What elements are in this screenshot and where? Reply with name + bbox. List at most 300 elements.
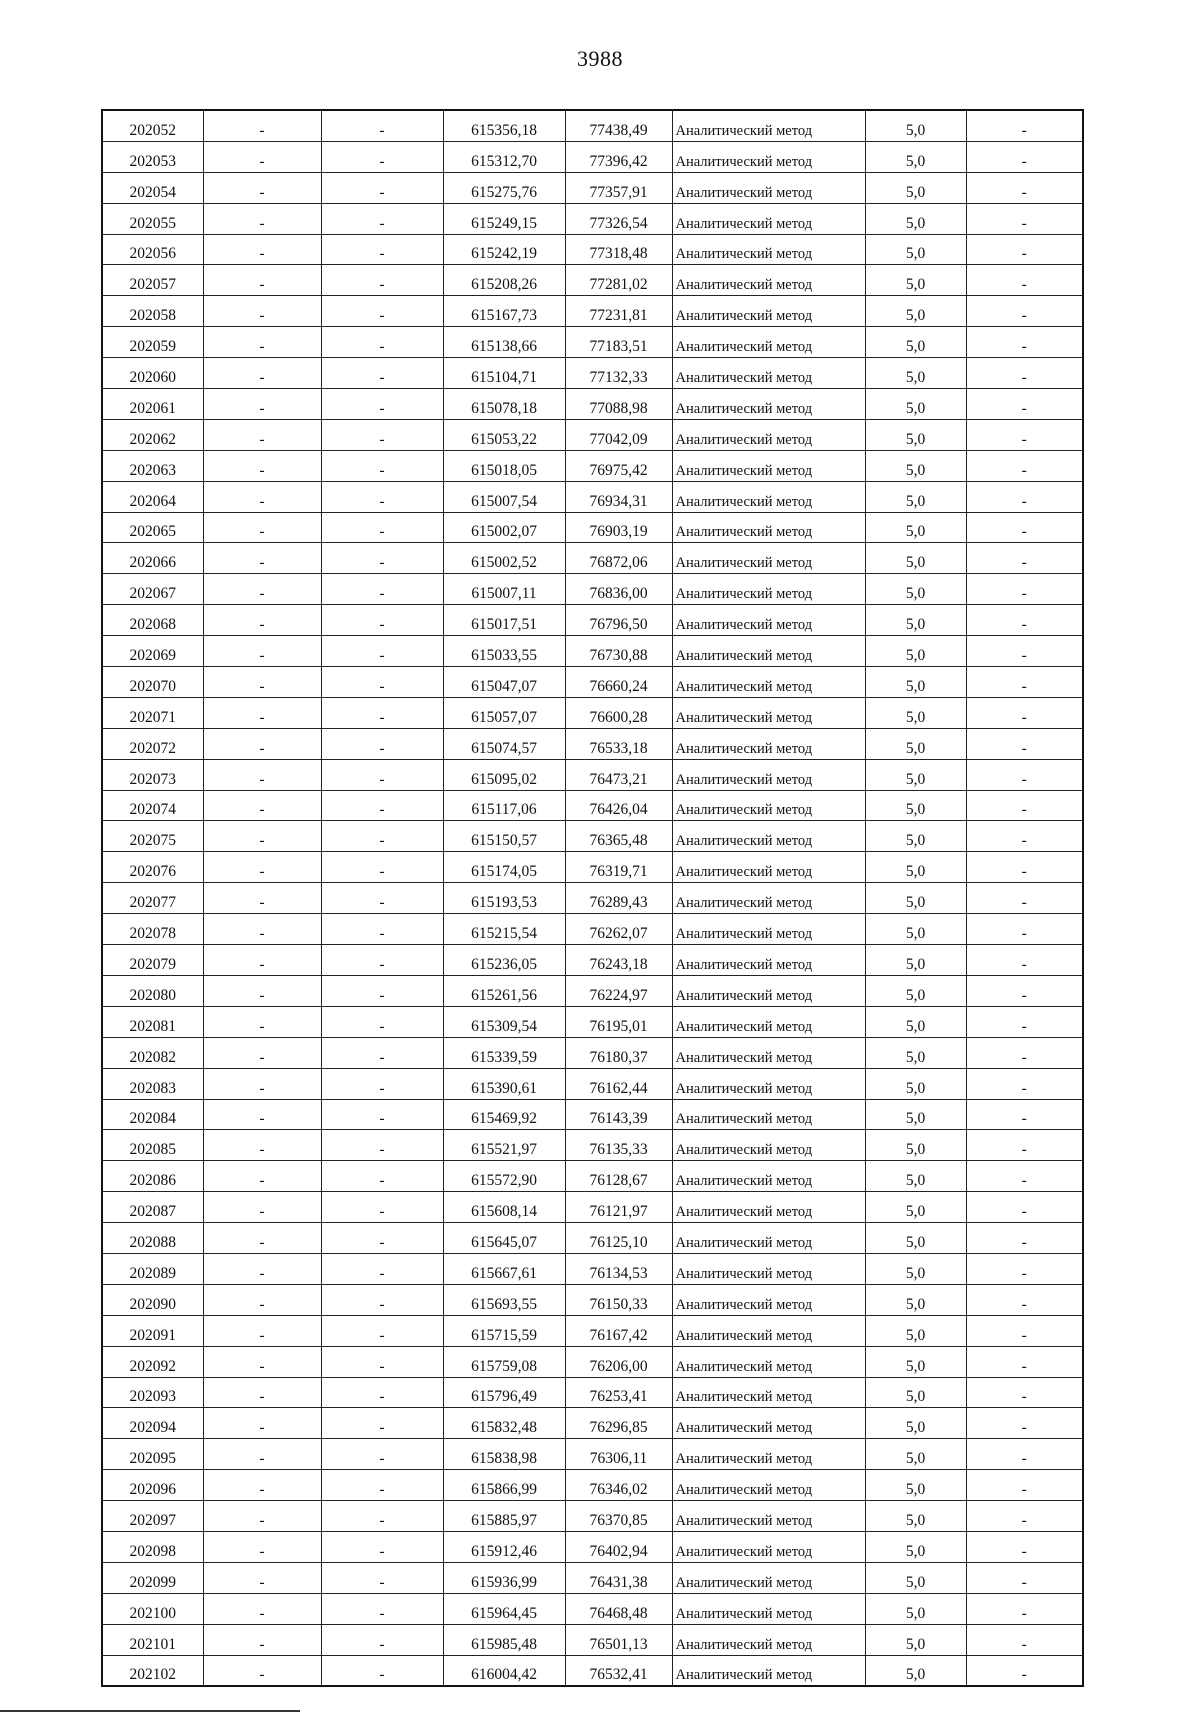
table-row (102, 481, 1083, 512)
cell-coord-old-y: - (321, 945, 443, 976)
cell-point-id: 202096 (102, 1470, 203, 1501)
cell-coord-y: 76128,67 (565, 1161, 672, 1192)
cell-coord-x: 615964,45 (443, 1593, 565, 1624)
cell-description: - (966, 265, 1083, 296)
cell-coord-y: 77396,42 (565, 141, 672, 172)
cell-point-id: 202077 (102, 883, 203, 914)
cell-coord-old-y: - (321, 172, 443, 203)
cell-coord-old-y: - (321, 110, 443, 141)
cell-coord-x: 615017,51 (443, 605, 565, 636)
table-row (102, 667, 1083, 698)
cell-point-id: 202071 (102, 697, 203, 728)
cell-coord-old-x: - (203, 790, 321, 821)
table-row (102, 296, 1083, 327)
cell-method: Аналитический метод (672, 914, 865, 945)
cell-description: - (966, 358, 1083, 389)
cell-point-id: 202078 (102, 914, 203, 945)
table-row (102, 914, 1083, 945)
cell-coord-x: 615138,66 (443, 327, 565, 358)
cell-description: - (966, 172, 1083, 203)
table-row (102, 1037, 1083, 1068)
cell-coord-y: 76872,06 (565, 543, 672, 574)
cell-description: - (966, 1315, 1083, 1346)
cell-accuracy: 5,0 (865, 1377, 966, 1408)
cell-coord-old-y: - (321, 1161, 443, 1192)
table-row (102, 1562, 1083, 1593)
cell-method: Аналитический метод (672, 852, 865, 883)
cell-coord-old-x: - (203, 327, 321, 358)
cell-description: - (966, 1006, 1083, 1037)
cell-coord-y: 76501,13 (565, 1624, 672, 1655)
cell-accuracy: 5,0 (865, 481, 966, 512)
table-body (102, 110, 1083, 1686)
table-row (102, 1501, 1083, 1532)
cell-point-id: 202083 (102, 1068, 203, 1099)
cell-coord-x: 615885,97 (443, 1501, 565, 1532)
cell-description: - (966, 419, 1083, 450)
table-row (102, 605, 1083, 636)
cell-description: - (966, 1161, 1083, 1192)
table-row (102, 389, 1083, 420)
cell-coord-x: 615007,54 (443, 481, 565, 512)
cell-coord-old-y: - (321, 358, 443, 389)
cell-accuracy: 5,0 (865, 1130, 966, 1161)
cell-coord-y: 76730,88 (565, 636, 672, 667)
cell-point-id: 202058 (102, 296, 203, 327)
table-row (102, 1315, 1083, 1346)
cell-description: - (966, 481, 1083, 512)
cell-coord-old-x: - (203, 234, 321, 265)
cell-coord-old-y: - (321, 1470, 443, 1501)
cell-point-id: 202057 (102, 265, 203, 296)
cell-point-id: 202068 (102, 605, 203, 636)
cell-point-id: 202089 (102, 1253, 203, 1284)
cell-coord-y: 76796,50 (565, 605, 672, 636)
cell-method: Аналитический метод (672, 728, 865, 759)
cell-coord-old-y: - (321, 697, 443, 728)
cell-coord-x: 615018,05 (443, 450, 565, 481)
cell-accuracy: 5,0 (865, 1439, 966, 1470)
cell-coord-old-x: - (203, 728, 321, 759)
cell-point-id: 202063 (102, 450, 203, 481)
cell-description: - (966, 914, 1083, 945)
table-row (102, 327, 1083, 358)
cell-point-id: 202076 (102, 852, 203, 883)
cell-accuracy: 5,0 (865, 914, 966, 945)
cell-accuracy: 5,0 (865, 419, 966, 450)
cell-coord-y: 77183,51 (565, 327, 672, 358)
cell-description: - (966, 1593, 1083, 1624)
cell-coord-old-x: - (203, 450, 321, 481)
cell-method: Аналитический метод (672, 1377, 865, 1408)
cell-coord-old-x: - (203, 1439, 321, 1470)
table-row (102, 512, 1083, 543)
cell-coord-old-y: - (321, 1223, 443, 1254)
cell-coord-old-x: - (203, 141, 321, 172)
table-row (102, 141, 1083, 172)
cell-description: - (966, 728, 1083, 759)
page-number: 3988 (577, 46, 623, 71)
cell-coord-old-x: - (203, 1408, 321, 1439)
cell-method: Аналитический метод (672, 975, 865, 1006)
cell-description: - (966, 1130, 1083, 1161)
cell-coord-y: 77231,81 (565, 296, 672, 327)
cell-point-id: 202059 (102, 327, 203, 358)
cell-coord-old-y: - (321, 1439, 443, 1470)
cell-point-id: 202067 (102, 574, 203, 605)
coordinates-table-container (101, 109, 1082, 1687)
cell-description: - (966, 543, 1083, 574)
cell-description: - (966, 296, 1083, 327)
cell-coord-old-y: - (321, 203, 443, 234)
cell-method: Аналитический метод (672, 759, 865, 790)
table-row (102, 1161, 1083, 1192)
cell-coord-old-x: - (203, 1470, 321, 1501)
cell-point-id: 202082 (102, 1037, 203, 1068)
cell-coord-old-y: - (321, 605, 443, 636)
cell-method: Аналитический метод (672, 636, 865, 667)
cell-coord-x: 615390,61 (443, 1068, 565, 1099)
cell-coord-old-x: - (203, 636, 321, 667)
table-row (102, 1284, 1083, 1315)
cell-coord-x: 615912,46 (443, 1531, 565, 1562)
cell-coord-x: 615339,59 (443, 1037, 565, 1068)
cell-coord-x: 615057,07 (443, 697, 565, 728)
cell-coord-x: 615936,99 (443, 1562, 565, 1593)
cell-coord-x: 615167,73 (443, 296, 565, 327)
cell-accuracy: 5,0 (865, 1223, 966, 1254)
cell-coord-old-x: - (203, 1501, 321, 1532)
cell-coord-old-x: - (203, 389, 321, 420)
table-row (102, 234, 1083, 265)
cell-description: - (966, 234, 1083, 265)
cell-coord-old-x: - (203, 296, 321, 327)
cell-coord-old-y: - (321, 1377, 443, 1408)
cell-coord-old-x: - (203, 203, 321, 234)
cell-description: - (966, 1223, 1083, 1254)
cell-coord-y: 76224,97 (565, 975, 672, 1006)
cell-description: - (966, 1562, 1083, 1593)
cell-coord-old-y: - (321, 1408, 443, 1439)
cell-description: - (966, 512, 1083, 543)
cell-accuracy: 5,0 (865, 1470, 966, 1501)
cell-method: Аналитический метод (672, 1192, 865, 1223)
cell-description: - (966, 574, 1083, 605)
cell-coord-y: 76934,31 (565, 481, 672, 512)
cell-accuracy: 5,0 (865, 852, 966, 883)
cell-method: Аналитический метод (672, 1099, 865, 1130)
cell-coord-x: 615572,90 (443, 1161, 565, 1192)
cell-accuracy: 5,0 (865, 574, 966, 605)
cell-coord-old-x: - (203, 1624, 321, 1655)
cell-coord-old-x: - (203, 975, 321, 1006)
cell-accuracy: 5,0 (865, 1099, 966, 1130)
cell-coord-y: 76253,41 (565, 1377, 672, 1408)
cell-accuracy: 5,0 (865, 141, 966, 172)
table-row (102, 172, 1083, 203)
table-row (102, 419, 1083, 450)
cell-coord-old-y: - (321, 141, 443, 172)
cell-coord-old-y: - (321, 883, 443, 914)
cell-coord-old-y: - (321, 852, 443, 883)
cell-coord-y: 76262,07 (565, 914, 672, 945)
cell-coord-y: 76206,00 (565, 1346, 672, 1377)
cell-coord-old-y: - (321, 450, 443, 481)
cell-method: Аналитический метод (672, 1315, 865, 1346)
cell-method: Аналитический метод (672, 821, 865, 852)
cell-coord-old-x: - (203, 914, 321, 945)
cell-coord-y: 76121,97 (565, 1192, 672, 1223)
cell-coord-old-y: - (321, 1192, 443, 1223)
cell-coord-old-y: - (321, 1253, 443, 1284)
cell-description: - (966, 697, 1083, 728)
cell-coord-old-y: - (321, 512, 443, 543)
cell-coord-old-y: - (321, 914, 443, 945)
cell-method: Аналитический метод (672, 1284, 865, 1315)
table-row (102, 697, 1083, 728)
cell-description: - (966, 203, 1083, 234)
cell-method: Аналитический метод (672, 1006, 865, 1037)
cell-method: Аналитический метод (672, 1470, 865, 1501)
cell-description: - (966, 1099, 1083, 1130)
cell-point-id: 202061 (102, 389, 203, 420)
table-row (102, 852, 1083, 883)
cell-coord-old-x: - (203, 1192, 321, 1223)
cell-coord-y: 76319,71 (565, 852, 672, 883)
cell-coord-y: 76296,85 (565, 1408, 672, 1439)
cell-accuracy: 5,0 (865, 1068, 966, 1099)
cell-coord-y: 77326,54 (565, 203, 672, 234)
cell-point-id: 202100 (102, 1593, 203, 1624)
table-row (102, 1377, 1083, 1408)
cell-description: - (966, 1655, 1083, 1686)
cell-accuracy: 5,0 (865, 975, 966, 1006)
cell-coord-x: 615074,57 (443, 728, 565, 759)
cell-coord-old-x: - (203, 172, 321, 203)
cell-coord-old-y: - (321, 1068, 443, 1099)
cell-coord-y: 76289,43 (565, 883, 672, 914)
cell-coord-x: 615047,07 (443, 667, 565, 698)
cell-accuracy: 5,0 (865, 1253, 966, 1284)
cell-coord-old-x: - (203, 574, 321, 605)
table-row (102, 450, 1083, 481)
cell-point-id: 202093 (102, 1377, 203, 1408)
cell-method: Аналитический метод (672, 172, 865, 203)
cell-coord-old-y: - (321, 1284, 443, 1315)
cell-coord-old-y: - (321, 759, 443, 790)
cell-description: - (966, 790, 1083, 821)
cell-coord-old-x: - (203, 605, 321, 636)
cell-point-id: 202098 (102, 1531, 203, 1562)
cell-coord-y: 77132,33 (565, 358, 672, 389)
cell-coord-y: 76125,10 (565, 1223, 672, 1254)
cell-point-id: 202102 (102, 1655, 203, 1686)
cell-accuracy: 5,0 (865, 389, 966, 420)
cell-coord-x: 615356,18 (443, 110, 565, 141)
table-row (102, 265, 1083, 296)
cell-coord-old-x: - (203, 543, 321, 574)
cell-coord-old-y: - (321, 296, 443, 327)
cell-description: - (966, 1531, 1083, 1562)
cell-accuracy: 5,0 (865, 759, 966, 790)
cell-accuracy: 5,0 (865, 512, 966, 543)
cell-accuracy: 5,0 (865, 296, 966, 327)
table-row (102, 1130, 1083, 1161)
cell-method: Аналитический метод (672, 543, 865, 574)
cell-accuracy: 5,0 (865, 1161, 966, 1192)
cell-coord-y: 76365,48 (565, 821, 672, 852)
cell-method: Аналитический метод (672, 667, 865, 698)
cell-description: - (966, 1624, 1083, 1655)
cell-coord-y: 76370,85 (565, 1501, 672, 1532)
cell-point-id: 202088 (102, 1223, 203, 1254)
cell-accuracy: 5,0 (865, 327, 966, 358)
cell-coord-x: 615117,06 (443, 790, 565, 821)
cell-point-id: 202097 (102, 1501, 203, 1532)
cell-accuracy: 5,0 (865, 1593, 966, 1624)
cell-method: Аналитический метод (672, 203, 865, 234)
cell-coord-y: 77357,91 (565, 172, 672, 203)
table-row (102, 821, 1083, 852)
cell-coord-old-x: - (203, 1037, 321, 1068)
cell-method: Аналитический метод (672, 697, 865, 728)
cell-method: Аналитический метод (672, 883, 865, 914)
table-row (102, 1192, 1083, 1223)
table-row (102, 790, 1083, 821)
cell-coord-old-x: - (203, 110, 321, 141)
page-bottom-rule (0, 1710, 300, 1712)
cell-coord-old-y: - (321, 1655, 443, 1686)
cell-point-id: 202074 (102, 790, 203, 821)
cell-point-id: 202101 (102, 1624, 203, 1655)
cell-description: - (966, 852, 1083, 883)
cell-coord-x: 615193,53 (443, 883, 565, 914)
cell-accuracy: 5,0 (865, 265, 966, 296)
cell-accuracy: 5,0 (865, 883, 966, 914)
cell-point-id: 202052 (102, 110, 203, 141)
cell-coord-old-y: - (321, 543, 443, 574)
cell-coord-old-y: - (321, 667, 443, 698)
cell-method: Аналитический метод (672, 450, 865, 481)
cell-coord-x: 615469,92 (443, 1099, 565, 1130)
table-row (102, 1099, 1083, 1130)
cell-coord-y: 76532,41 (565, 1655, 672, 1686)
table-row (102, 975, 1083, 1006)
cell-method: Аналитический метод (672, 1501, 865, 1532)
cell-method: Аналитический метод (672, 1068, 865, 1099)
cell-method: Аналитический метод (672, 327, 865, 358)
table-row (102, 883, 1083, 914)
cell-point-id: 202065 (102, 512, 203, 543)
cell-method: Аналитический метод (672, 512, 865, 543)
cell-coord-y: 76167,42 (565, 1315, 672, 1346)
cell-coord-x: 615832,48 (443, 1408, 565, 1439)
cell-description: - (966, 945, 1083, 976)
cell-coord-y: 77088,98 (565, 389, 672, 420)
cell-point-id: 202064 (102, 481, 203, 512)
table-row (102, 1346, 1083, 1377)
table-row (102, 1408, 1083, 1439)
cell-coord-x: 615236,05 (443, 945, 565, 976)
cell-description: - (966, 1068, 1083, 1099)
table-row (102, 1068, 1083, 1099)
cell-coord-old-y: - (321, 1531, 443, 1562)
cell-coord-x: 615242,19 (443, 234, 565, 265)
cell-method: Аналитический метод (672, 1130, 865, 1161)
cell-coord-y: 76402,94 (565, 1531, 672, 1562)
cell-description: - (966, 1439, 1083, 1470)
cell-point-id: 202072 (102, 728, 203, 759)
cell-coord-old-y: - (321, 481, 443, 512)
cell-coord-x: 615309,54 (443, 1006, 565, 1037)
table-row (102, 1531, 1083, 1562)
cell-coord-y: 76134,53 (565, 1253, 672, 1284)
cell-coord-x: 615215,54 (443, 914, 565, 945)
cell-coord-y: 76533,18 (565, 728, 672, 759)
cell-accuracy: 5,0 (865, 728, 966, 759)
cell-point-id: 202079 (102, 945, 203, 976)
cell-description: - (966, 1284, 1083, 1315)
cell-coord-y: 76473,21 (565, 759, 672, 790)
cell-description: - (966, 450, 1083, 481)
cell-method: Аналитический метод (672, 790, 865, 821)
cell-coord-x: 615078,18 (443, 389, 565, 420)
cell-coord-y: 76143,39 (565, 1099, 672, 1130)
cell-coord-x: 615838,98 (443, 1439, 565, 1470)
cell-coord-old-x: - (203, 1161, 321, 1192)
cell-accuracy: 5,0 (865, 543, 966, 574)
cell-coord-x: 615053,22 (443, 419, 565, 450)
cell-coord-old-x: - (203, 1562, 321, 1593)
cell-accuracy: 5,0 (865, 1192, 966, 1223)
cell-coord-old-x: - (203, 883, 321, 914)
cell-point-id: 202055 (102, 203, 203, 234)
cell-accuracy: 5,0 (865, 1624, 966, 1655)
cell-accuracy: 5,0 (865, 1346, 966, 1377)
cell-coord-old-x: - (203, 1006, 321, 1037)
cell-coord-old-y: - (321, 419, 443, 450)
table-row (102, 1223, 1083, 1254)
cell-description: - (966, 1346, 1083, 1377)
cell-accuracy: 5,0 (865, 1531, 966, 1562)
table-row (102, 759, 1083, 790)
cell-point-id: 202053 (102, 141, 203, 172)
cell-coord-old-y: - (321, 1593, 443, 1624)
cell-point-id: 202095 (102, 1439, 203, 1470)
cell-method: Аналитический метод (672, 265, 865, 296)
cell-description: - (966, 389, 1083, 420)
cell-method: Аналитический метод (672, 574, 865, 605)
cell-accuracy: 5,0 (865, 1315, 966, 1346)
table-row (102, 1624, 1083, 1655)
cell-description: - (966, 1037, 1083, 1068)
cell-accuracy: 5,0 (865, 1037, 966, 1068)
table-row (102, 543, 1083, 574)
cell-description: - (966, 1470, 1083, 1501)
cell-coord-x: 615249,15 (443, 203, 565, 234)
cell-coord-old-y: - (321, 389, 443, 420)
cell-coord-x: 615759,08 (443, 1346, 565, 1377)
cell-coord-old-x: - (203, 759, 321, 790)
cell-description: - (966, 141, 1083, 172)
cell-description: - (966, 975, 1083, 1006)
cell-coord-x: 615033,55 (443, 636, 565, 667)
cell-coord-old-y: - (321, 636, 443, 667)
cell-coord-y: 76195,01 (565, 1006, 672, 1037)
cell-coord-x: 616004,42 (443, 1655, 565, 1686)
cell-point-id: 202094 (102, 1408, 203, 1439)
cell-coord-old-y: - (321, 1624, 443, 1655)
